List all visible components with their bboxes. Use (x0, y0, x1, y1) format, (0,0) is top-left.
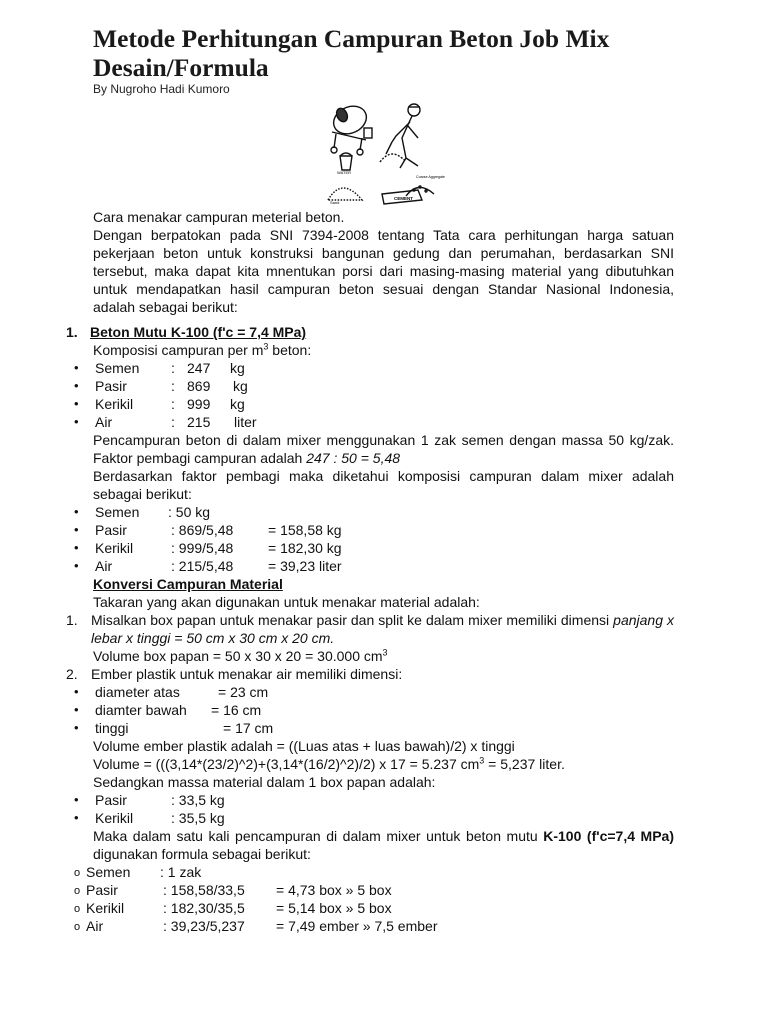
list-item: • Kerikil : 999/5,48 = 182,30 kg (74, 540, 342, 556)
list-item: • Kerikil : 999 kg (74, 396, 245, 412)
bullet-icon: • (74, 810, 79, 825)
water-label: WATER (337, 170, 351, 175)
konversi-heading: Konversi Campuran Material (93, 576, 283, 592)
section-number: 1. (66, 324, 78, 340)
circle-bullet-icon: o (74, 885, 81, 897)
bullet-icon: • (74, 360, 79, 375)
bucket-volume-calc: Volume = (((3,14*(23/2)^2)+(3,14*(16/2)^2)/2) x 17 = 5.237 $cm^3 = 5,237$ liter. (93, 755, 565, 772)
section-1-heading (0, 323, 768, 341)
content-body (0, 323, 768, 935)
list-item: • Semen : 50 kg (74, 504, 211, 520)
konversi-item-1: 1. Misalkan box papan untuk menakar pasir dan split ke dalam mixer memiliki dimensi panjang x lebar x tinggi = 50 cm x 30 cm x 20 cm. (66, 612, 674, 646)
list-item: o Air : 39,23/5,237 = 7,49 ember » 7,5 ember (74, 918, 438, 934)
bullet-icon: • (74, 792, 79, 807)
konversi-item-2: 2. Ember plastik untuk menakar air memiliki dimensi: (66, 666, 403, 682)
list-item: o Pasir : 158,58/33,5 = 4,73 box » 5 box (74, 882, 392, 898)
bullet-icon: • (74, 396, 79, 411)
list-item: • Pasir : 33,5 kg (74, 792, 225, 808)
list-item: • diameter atas = 23 cm (74, 684, 269, 700)
concrete-mixing-illustration (322, 98, 446, 206)
list-item: • Air : 215/5,48 = 39,23 liter (74, 558, 342, 574)
aggregate-label: Coarse Aggregate (416, 175, 445, 179)
bullet-icon: • (74, 720, 79, 735)
bullet-icon: • (74, 684, 79, 699)
cement-label: CEMENT (394, 196, 413, 201)
bucket-volume-formula: Volume ember plastik adalah = ((Luas atas + luas bawah)/2) x tinggi (93, 738, 515, 754)
intro-paragraph: Dengan berpatokan pada SNI 7394-2008 tentang Tata cara perhitungan harga satuan pekerjaan beton untuk konstruksi bangunan gedung dan perumahan, berdasarkan SNI tersebut, maka dapat kita mnentukan porsi dari masing-masing material yang dibutuhkan untuk mendapatkan hasil campuran beton sesuai dengan Standar Nasional Indonesia, adalah sebagai berikut: (93, 227, 674, 315)
formula-paragraph: Maka dalam satu kali pencampuran di dalam mixer untuk beton mutu K-100 (f'c=7,4 MPa) digunakan formula sebagai berikut: (93, 828, 675, 862)
intro-line-1: Cara menakar campuran meterial beton. (93, 209, 345, 225)
list-item: • tinggi = 17 cm (74, 720, 274, 736)
list-item: o Kerikil : 182,30/35,5 = 5,14 box » 5 box (74, 900, 392, 916)
list-item: o Semen : 1 zak (74, 864, 202, 880)
composition-label: Komposisi campuran per $m^3$ beton: (93, 341, 312, 358)
circle-bullet-icon: o (74, 867, 81, 879)
bullet-icon: • (74, 540, 79, 555)
mixer-paragraph: Pencampuran beton di dalam mixer menggunakan 1 zak semen dengan massa 50 kg/zak. Faktor pembagi campuran adalah 247 : 50 = 5,48 (93, 432, 674, 466)
box-mass-text: Sedangkan massa material dalam 1 box papan adalah: (93, 774, 436, 790)
sand-label: Sand (330, 200, 340, 205)
list-item: • diamter bawah = 16 cm (74, 702, 262, 718)
factor-paragraph: Berdasarkan faktor pembagi maka diketahui komposisi campuran dalam mixer adalah sebagai berikut: (93, 468, 674, 502)
list-item: • Air : 215 liter (74, 414, 257, 430)
bullet-icon: • (74, 414, 79, 429)
section-title: Beton Mutu K-100 (f'c = 7,4 MPa) (90, 324, 307, 340)
document-title: Metode Perhitungan Campuran Beton Job Mix Desain/Formula (93, 24, 610, 82)
circle-bullet-icon: o (74, 921, 81, 933)
konversi-intro: Takaran yang akan digunakan untuk menakar material adalah: (93, 594, 480, 610)
bullet-icon: • (74, 702, 79, 717)
bullet-icon: • (74, 522, 79, 537)
bullet-icon: • (74, 558, 79, 573)
list-item: • Kerikil : 35,5 kg (74, 810, 225, 826)
box-volume: Volume box papan = 50 x 30 x 20 = 30.000 $cm^3$ (93, 647, 388, 664)
bullet-icon: • (74, 504, 79, 519)
bullet-icon: • (74, 378, 79, 393)
list-item: • Pasir : 869 kg (74, 378, 248, 394)
intro-text (93, 208, 674, 316)
list-item: • Semen : 247 kg (74, 360, 245, 376)
circle-bullet-icon: o (74, 903, 81, 915)
author-byline: By Nugroho Hadi Kumoro (93, 82, 230, 96)
list-item: • Pasir : 869/5,48 = 158,58 kg (74, 522, 342, 538)
